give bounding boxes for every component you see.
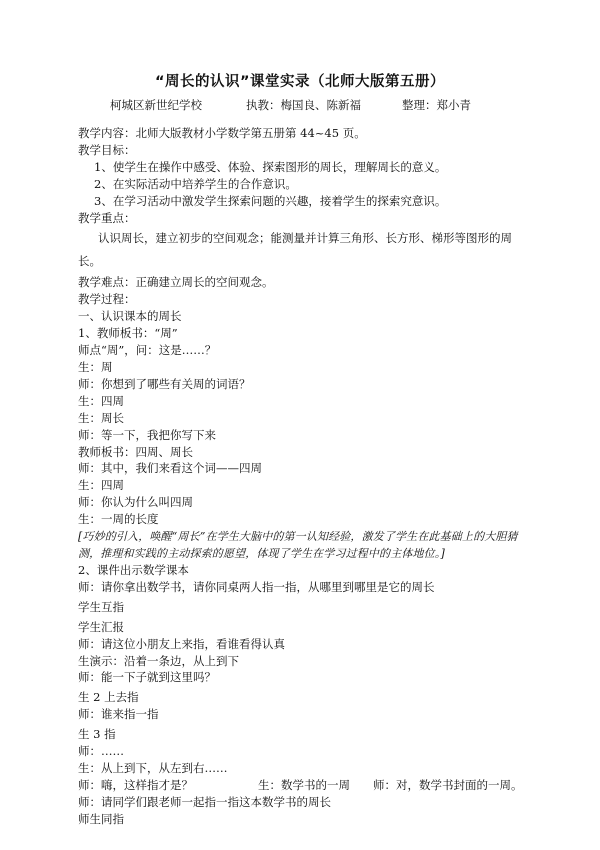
- dialogue-line: 生演示：沿着一条边，从上到下: [78, 653, 239, 668]
- dialogue-line: 师：其中，我们来看这个词——四周: [78, 461, 262, 476]
- document-body: [78, 125, 528, 828]
- dialogue-line: 师：等一下，我把你写下来: [78, 427, 216, 442]
- dialogue-line: 师：你想到了哪些有关周的词语？: [78, 376, 251, 391]
- teaching-goals-heading: 教学目标：: [78, 142, 136, 157]
- dialogue-line: 生：数学书的一周: [258, 777, 350, 792]
- goal-item-3: 3、在学习活动中激发学生探索问题的兴趣，接着学生的探索究意识。: [94, 193, 447, 208]
- dialogue-line: 生：周长: [78, 410, 124, 425]
- dialogue-line: 学生汇报: [78, 619, 124, 634]
- dialogue-line: 教师板书：四周、周长: [78, 444, 193, 459]
- dialogue-line: 师：请同学们跟老师一起指一指这本数学书的周长: [78, 794, 331, 809]
- dialogue-line: 师生同指: [78, 811, 124, 826]
- dialogue-line: 学生互指: [78, 599, 124, 614]
- dialogue-line: 生：四周: [78, 393, 124, 408]
- dialogue-line: 师：请这位小朋友上来指，看谁看得认真: [78, 636, 285, 651]
- dialogue-line: 师：对，数学书封面的一周。: [373, 777, 523, 792]
- commentary-note: [巧妙的引入，唤醒“周长”在学生大脑中的第一认知经验，激发了学生在此基础上的大胆猜测，推理和实践的主动探索的愿望，体现了学生在学习过程中的主体地位。]: [78, 530, 518, 561]
- key-points-heading: 教学重点：: [78, 210, 136, 225]
- teaching-difficulty: 教学难点：正确建立周长的空间观念。: [78, 275, 274, 290]
- dialogue-line: 师：嗨，这样指才是？: [78, 777, 193, 792]
- step-heading: 1、教师板书：“周”: [78, 326, 178, 341]
- dialogue-line: 生 3 指: [78, 727, 116, 742]
- teaching-content: 教学内容：北师大版教材小学数学第五册第 44~45 页。: [78, 126, 366, 140]
- teaching-process-heading: 教学过程：: [78, 292, 136, 307]
- key-points-text: 认识周长，建立初步的空间观念；能测量并计算三角形、长方形、梯形等图形的周长。: [78, 231, 512, 269]
- goal-item-1: 1、使学生在操作中感受、体验、探索图形的周长，理解周长的意义。: [94, 159, 447, 174]
- editor-credit: 整理：郑小青: [402, 98, 471, 112]
- step-heading: 2、课件出示数学课本: [78, 563, 189, 578]
- dialogue-line: 师：能一下子就到这里吗？: [78, 670, 216, 685]
- dialogue-line: 师：请你拿出数学书，请你同桌两人指一指，从哪里到哪里是它的周长: [78, 579, 435, 594]
- dialogue-line: 师：谁来指一指: [78, 707, 159, 722]
- dialogue-row: [78, 777, 528, 794]
- dialogue-line: 师点“周”，问：这是……？: [78, 343, 217, 358]
- goal-item-2: 2、在实际活动中培养学生的合作意识。: [94, 176, 297, 191]
- dialogue-line: 生 2 上去指: [78, 690, 139, 705]
- dialogue-line: 生：周: [78, 359, 113, 374]
- section-heading: 一、认识课本的周长: [78, 309, 182, 324]
- dialogue-line: 生：四周: [78, 478, 124, 493]
- teacher-credit: 执教：梅国良、陈新福: [246, 98, 361, 112]
- document-title: “周长的认识”课堂实录（北师大版第五册）: [154, 74, 446, 90]
- dialogue-line: 生：一周的长度: [78, 512, 159, 527]
- school-name: 柯城区新世纪学校: [110, 98, 202, 112]
- dialogue-line: 生：从上到下，从左到右……: [78, 761, 228, 775]
- dialogue-line: 师：……: [78, 744, 124, 759]
- dialogue-line: 师：你认为什么叫四周: [78, 495, 193, 510]
